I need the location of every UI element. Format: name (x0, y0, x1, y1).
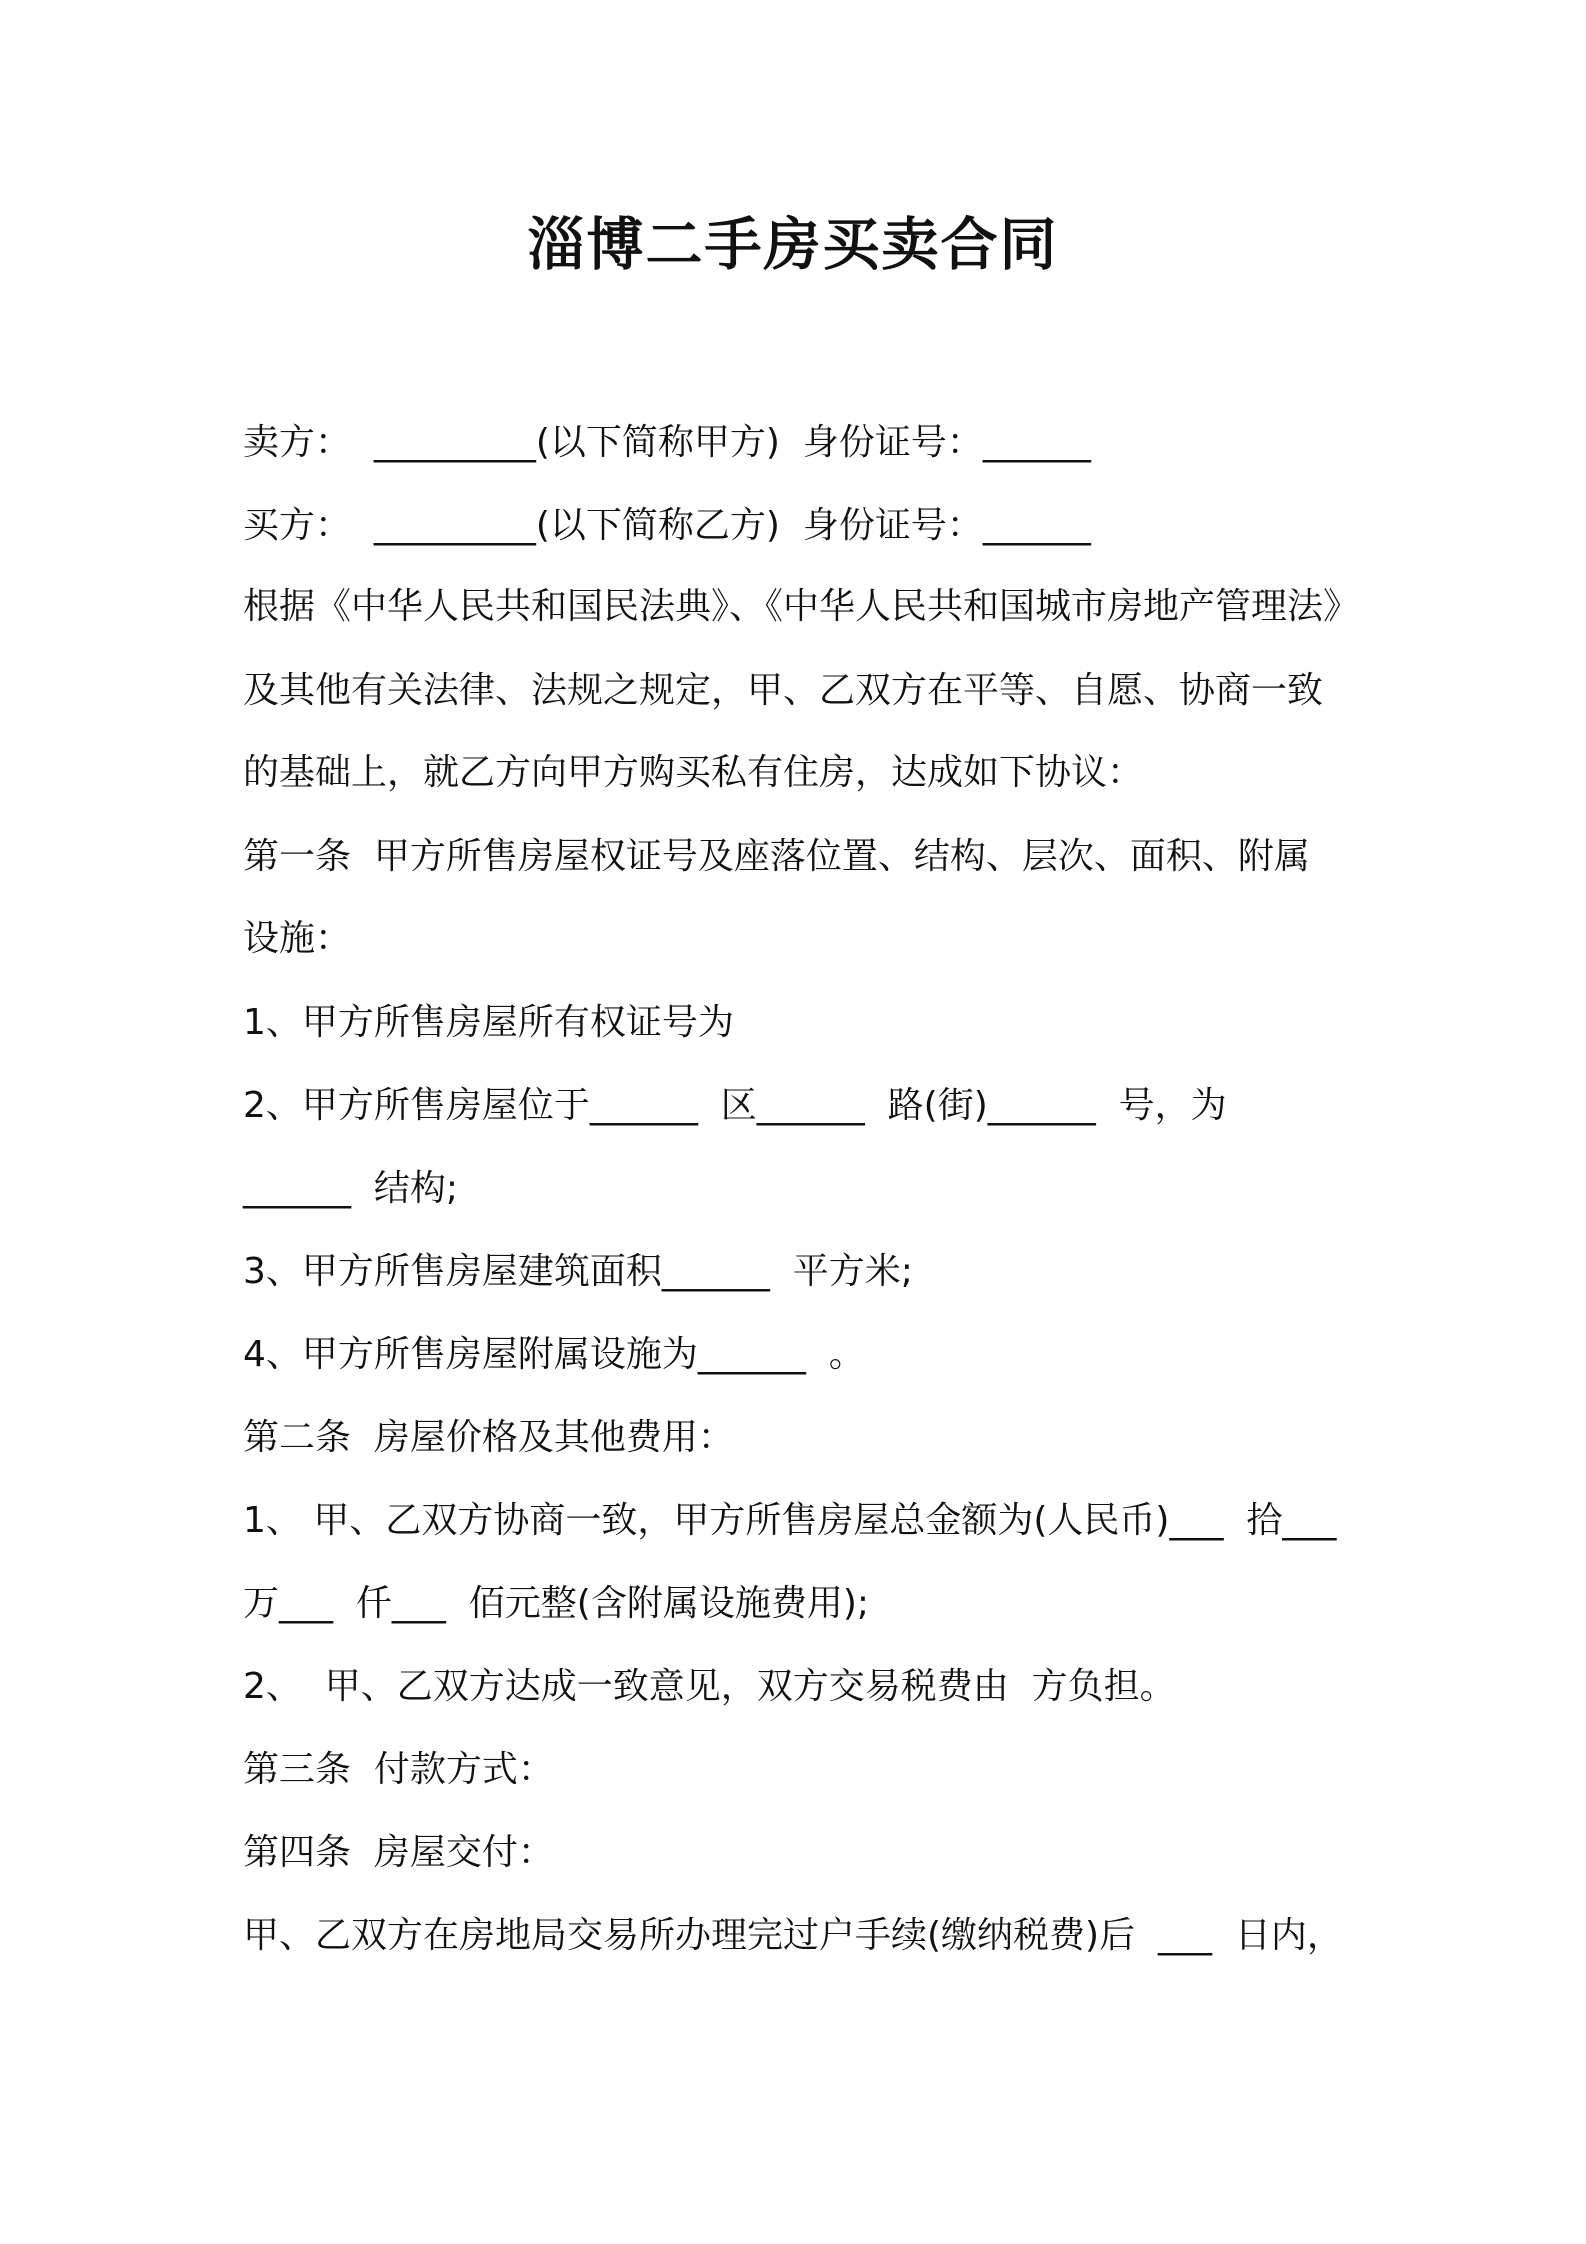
article-2-heading: 第二条 房屋价格及其他费用： (243, 1417, 734, 1458)
buyer-line: 买方： _________(以下简称乙方) 身份证号：______ (243, 505, 1091, 546)
article-2-item-1-cont: 万___ 仟___ 佰元整(含附属设施费用); (243, 1583, 869, 1624)
preamble-line-2: 及其他有关法律、法规之规定，甲、乙双方在平等、自愿、协商一致 (243, 670, 1324, 711)
contract-title: 淄博二手房买卖合同 (527, 212, 1059, 278)
article-1-item-2: 2、甲方所售房屋位于______ 区______ 路(街)______ 号，为 (243, 1085, 1227, 1126)
article-1-heading-cont: 设施： (243, 918, 352, 959)
article-2-item-1: 1、 甲、乙双方协商一致，甲方所售房屋总金额为(人民币)___ 拾___ (243, 1500, 1337, 1541)
article-1-item-1: 1、甲方所售房屋所有权证号为 (243, 1002, 734, 1043)
article-3-heading: 第三条 付款方式： (243, 1749, 554, 1790)
seller-line: 卖方： _________(以下简称甲方) 身份证号：______ (243, 422, 1091, 463)
article-1-item-2-cont: ______ 结构; (243, 1168, 459, 1209)
preamble-line-1: 根据《中华人民共和国民法典》、《中华人民共和国城市房地产管理法》 (243, 586, 1360, 627)
article-1-item-3: 3、甲方所售房屋建筑面积______ 平方米; (243, 1251, 913, 1292)
article-4-text: 甲、乙双方在房地局交易所办理完过户手续(缴纳税费)后 ___ 日内， (243, 1915, 1343, 1956)
article-1-heading: 第一条 甲方所售房屋权证号及座落位置、结构、层次、面积、附属 (243, 836, 1310, 877)
article-4-heading: 第四条 房屋交付： (243, 1832, 554, 1873)
preamble-line-3: 的基础上，就乙方向甲方购买私有住房，达成如下协议： (243, 752, 1144, 793)
article-1-item-4: 4、甲方所售房屋附属设施为______ 。 (243, 1334, 865, 1375)
article-2-item-2: 2、 甲、乙双方达成一致意见，双方交易税费由 方负担。 (243, 1666, 1176, 1707)
